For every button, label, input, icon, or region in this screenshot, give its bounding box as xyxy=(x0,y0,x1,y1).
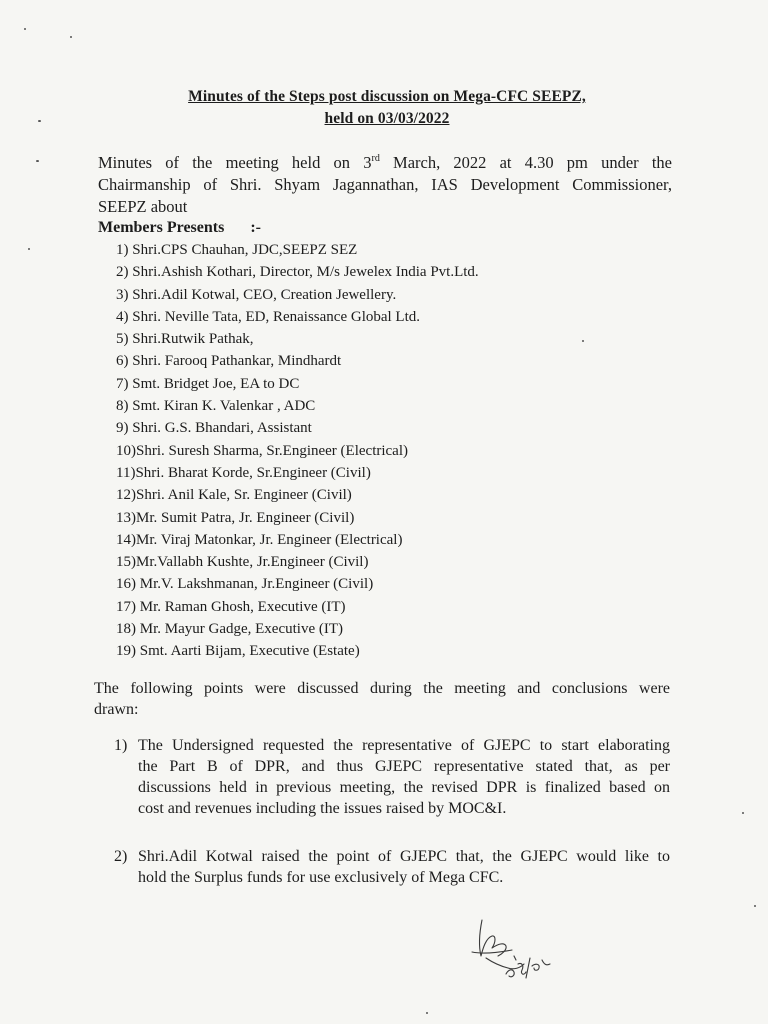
scan-speck xyxy=(582,340,584,342)
point-line: Shri.Adil Kotwal raised the point of GJEPC that, the GJEPC would like to xyxy=(138,848,670,865)
discussion-point-1 xyxy=(114,735,670,825)
point-line: the Part B of DPR, and thus GJEPC representative stated that, as per xyxy=(138,758,670,775)
scan-speck xyxy=(754,905,756,907)
point-line: The Undersigned requested the representative of GJEPC to start elaborating xyxy=(138,737,670,754)
scan-speck xyxy=(24,28,26,30)
member-item: 14)Mr. Viraj Matonkar, Jr. Engineer (Electrical) xyxy=(116,531,403,548)
intro-line-1: Minutes of the meeting held on 3rd March, 2022 at 4.30 pm under the xyxy=(98,152,672,172)
member-item: 17) Mr. Raman Ghosh, Executive (IT) xyxy=(116,598,346,615)
member-item: 13)Mr. Sumit Patra, Jr. Engineer (Civil) xyxy=(116,509,355,526)
intro-line-2: Chairmanship of Shri. Shyam Jagannathan, IAS Development Commissioner, xyxy=(98,175,672,194)
member-item: 15)Mr.Vallabh Kushte, Jr.Engineer (Civil) xyxy=(116,554,369,571)
member-item: 3) Shri.Adil Kotwal, CEO, Creation Jewellery. xyxy=(116,286,397,303)
handwritten-signature xyxy=(452,908,562,988)
members-heading xyxy=(98,219,261,237)
point-number: 2) xyxy=(114,848,128,865)
scan-speck xyxy=(28,248,30,250)
members-heading-label: Members Presents xyxy=(98,219,225,236)
member-item: 12)Shri. Anil Kale, Sr. Engineer (Civil) xyxy=(116,487,352,504)
member-item: 9) Shri. G.S. Bhandari, Assistant xyxy=(116,420,312,437)
members-heading-colon: :- xyxy=(250,219,261,236)
member-item: 1) Shri.CPS Chauhan, JDC,SEEPZ SEZ xyxy=(116,242,358,258)
member-item: 5) Shri.Rutwik Pathak, xyxy=(116,331,254,348)
point-body xyxy=(138,846,670,888)
document-title-line2: held on 03/03/2022 xyxy=(324,110,450,127)
point-body xyxy=(138,735,670,819)
member-item: 16) Mr.V. Lakshmanan, Jr.Engineer (Civil) xyxy=(116,576,374,593)
member-item: 8) Smt. Kiran K. Valenkar , ADC xyxy=(116,398,316,415)
discussion-point-2 xyxy=(114,846,670,890)
scan-speck xyxy=(36,160,39,162)
ordinal-suffix: rd xyxy=(371,152,380,164)
member-item: 6) Shri. Farooq Pathankar, Mindhardt xyxy=(116,353,342,370)
intro-line-3: SEEPZ about xyxy=(98,197,188,216)
point-number: 1) xyxy=(114,737,128,754)
member-item: 11)Shri. Bharat Korde, Sr.Engineer (Civil) xyxy=(116,464,371,481)
member-item: 4) Shri. Neville Tata, ED, Renaissance Global Ltd. xyxy=(116,308,421,325)
discussion-paragraph xyxy=(94,678,670,720)
scan-speck xyxy=(38,120,41,122)
member-item: 19) Smt. Aarti Bijam, Executive (Estate) xyxy=(116,643,360,660)
scan-speck xyxy=(426,1012,428,1014)
member-item: 10)Shri. Suresh Sharma, Sr.Engineer (Electrical) xyxy=(116,442,409,459)
member-item: 18) Mr. Mayur Gadge, Executive (IT) xyxy=(116,621,344,638)
point-line: hold the Surplus funds for use exclusively of Mega CFC. xyxy=(138,869,504,886)
member-item: 7) Smt. Bridget Joe, EA to DC xyxy=(116,375,300,392)
scan-speck xyxy=(742,812,744,814)
scan-speck xyxy=(70,36,72,38)
intro-paragraph xyxy=(98,152,672,218)
discussion-line-1: The following points were discussed during the meeting and conclusions were xyxy=(94,680,670,697)
member-item: 2) Shri.Ashish Kothari, Director, M/s Jewelex India Pvt.Ltd. xyxy=(116,264,479,281)
members-list xyxy=(116,239,479,663)
point-line: discussions held in previous meeting, the revised DPR is finalized based on xyxy=(138,779,670,796)
document-title-line1: Minutes of the Steps post discussion on Mega-CFC SEEPZ, xyxy=(188,88,586,105)
point-line: cost and revenues including the issues raised by MOC&I. xyxy=(138,800,507,817)
discussion-line-2: drawn: xyxy=(94,701,139,718)
